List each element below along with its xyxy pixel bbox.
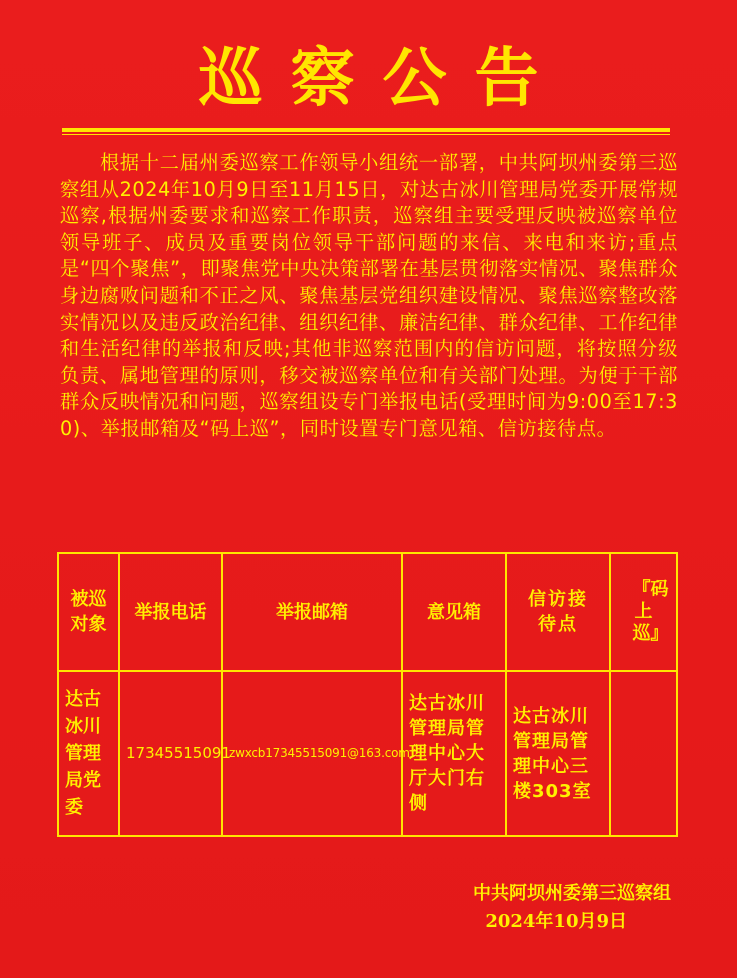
title-divider-thin — [62, 134, 670, 135]
footer-date: 2024年10月9日 — [485, 911, 627, 932]
cell-target: 达古冰川管理局党委 — [58, 671, 119, 836]
cell-reception: 达古冰川管理局管理中心三楼303室 — [506, 671, 610, 836]
contact-table — [57, 552, 678, 837]
cell-phone: 17345515091 — [119, 671, 222, 836]
title-divider-thick — [62, 128, 670, 132]
header-box: 意见箱 — [402, 553, 506, 671]
header-code: 『码上巡』 — [610, 553, 677, 671]
cell-email: zwxcb17345515091@163.com — [222, 671, 402, 836]
header-email: 举报邮箱 — [222, 553, 402, 671]
header-phone: 举报电话 — [119, 553, 222, 671]
header-reception: 信访接待点 — [506, 553, 610, 671]
cell-box: 达古冰川管理局管理中心大厅大门右侧 — [402, 671, 506, 836]
footer-organization: 中共阿坝州委第三巡察组 — [473, 883, 671, 904]
table-row — [58, 671, 677, 836]
table-header-row — [58, 553, 677, 671]
notice-body: 根据十二届州委巡察工作领导小组统一部署，中共阿坝州委第三巡察组从2024年10月9日至11月15日，对达古冰川管理局党委开展常规巡察,根据州委要求和巡察工作职责，巡察组主要受理反映被巡察单位领导班子、成员及重要岗位领导干部问题的来信、来电和来访;重点是“四个聚焦”，即聚焦党中央决策部署在基层贯彻落实情况、聚焦群众身边腐败问题和不正之风、聚焦基层党组织建设情况、聚焦巡察整改落实情况以及违反政治纪律、组织纪律、廉洁纪律、群众纪律、工作纪律和生活纪律的举报和反映;其他非巡察范围内的信访问题，将按照分级负责、属地管理的原则，移交被巡察单位和有关部门处理。为便于干部群众反映情况和问题，巡察组设专门举报电话(受理时间为9:00至17:30)、举报邮箱及“码上巡”，同时设置专门意见箱、信访接待点。 — [60, 151, 678, 440]
cell-code — [610, 671, 677, 836]
header-target: 被巡对象 — [58, 553, 119, 671]
notice-title: 巡察公告 — [198, 41, 567, 116]
